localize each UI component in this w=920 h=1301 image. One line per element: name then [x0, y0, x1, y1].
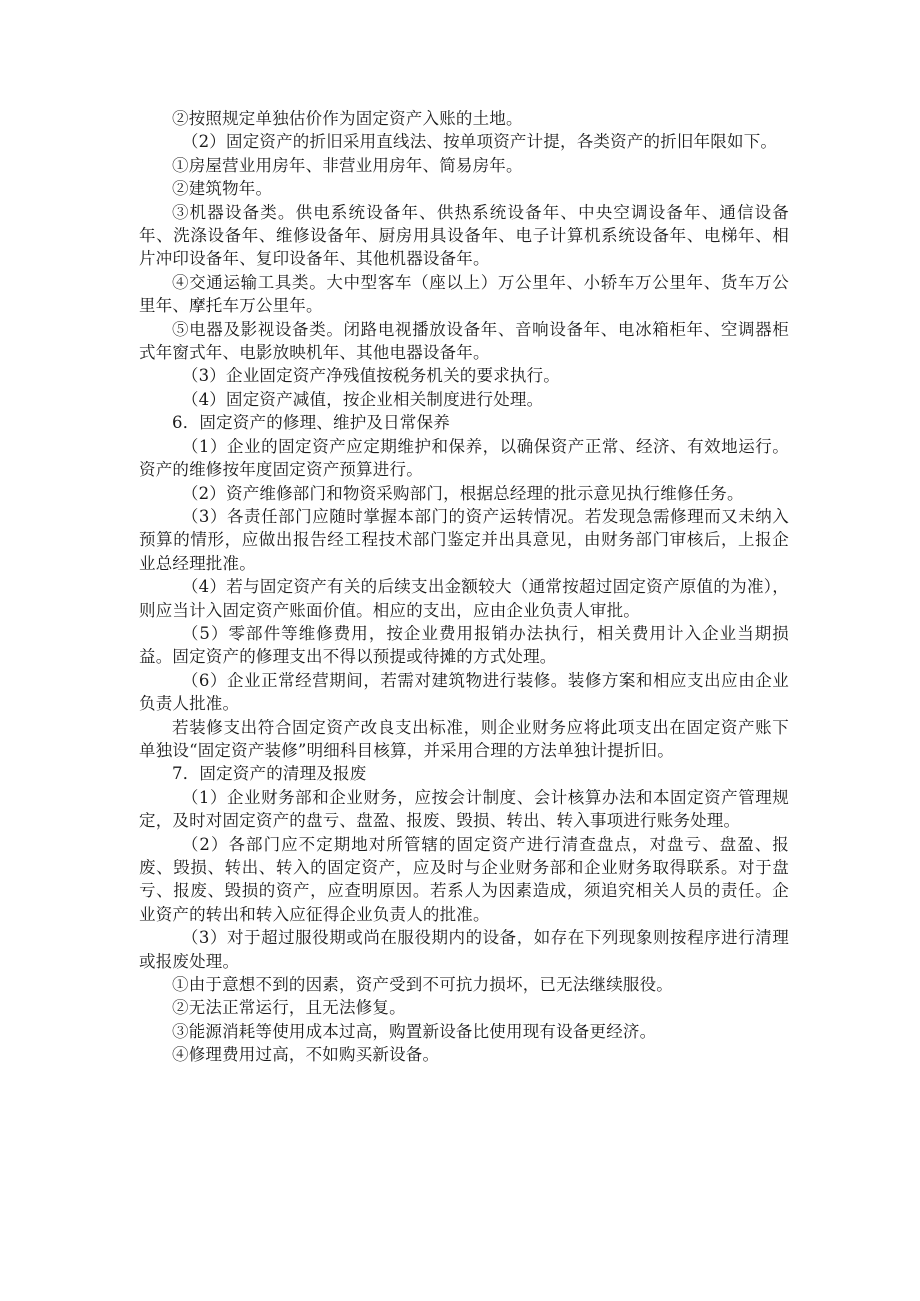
paragraph-electrical: ⑤电器及影视设备类。闭路电视播放设备年、音响设备年、电冰箱柜年、空调器柜式年窗式年、电影放映机年、其他电器设备年。 — [139, 319, 789, 363]
paragraph-condition-3: ③能源消耗等使用成本过高，购置新设备比使用现有设备更经济。 — [172, 1021, 657, 1041]
paragraph-maintenance-6: （6）企业正常经营期间，若需对建筑物进行装修。装修方案和相应支出应由企业负责人批准。 — [139, 670, 789, 714]
paragraph-disposal-3: （3）对于超过服役期或尚在服役期内的设备，如存在下列现象则按程序进行清理或报废处理。 — [139, 928, 789, 971]
paragraph-renovation: 若装修支出符合固定资产改良支出标准，则企业财务应将此项支出在固定资产账下单独设“固定资产装修”明细科目核算，并采用合理的方法单独计提折旧。 — [139, 717, 789, 760]
paragraph-maintenance-1: （1）企业的固定资产应定期维护和保养，以确保资产正常、经济、有效地运行。资产的维修按年度固定资产预算进行。 — [139, 436, 789, 480]
paragraph-transport: ④交通运输工具类。大中型客车（座以上）万公里年、小轿车万公里年、货车万公里年、摩托车万公里年。 — [139, 272, 789, 316]
paragraph-maintenance-5: （5）零部件等维修费用，按企业费用报销办法执行，相关费用计入企业当期损益。固定资产的修理支出不得以预提或待摊的方式处理。 — [139, 623, 789, 667]
paragraph-depreciation-method: （2）固定资产的折旧采用直线法、按单项资产计提，各类资产的折旧年限如下。 — [181, 132, 778, 152]
section-heading-7: 7．固定资产的清理及报废 — [172, 764, 367, 784]
paragraph-condition-2: ②无法正常运行，且无法修复。 — [172, 998, 406, 1018]
paragraph-disposal-1: （1）企业财务部和企业财务，应按会计制度、会计核算办法和本固定资产管理规定，及时对固定资产的盘亏、盘盈、报废、毁损、转出、转入事项进行账务处理。 — [139, 787, 789, 831]
paragraph-land-item: ②按照规定单独估价作为固定资产入账的土地。 — [172, 109, 523, 128]
paragraph-impairment: （4）固定资产减值，按企业相关制度进行处理。 — [181, 389, 544, 409]
section-heading-6: 6．固定资产的修理、维护及日常保养 — [172, 413, 450, 433]
paragraph-condition-1: ①由于意想不到的因素，资产受到不可抗力损坏，已无法继续服役。 — [172, 975, 673, 995]
paragraph-maintenance-2: （2）资产维修部门和物资采购部门，根据总经理的批示意见执行维修任务。 — [181, 483, 744, 503]
paragraph-machinery: ③机器设备类。供电系统设备年、供热系统设备年、中央空调设备年、通信设备年、洗涤设备年、维修设备年、厨房用具设备年、电子计算机系统设备年、电梯年、相片冲印设备年、复印设备年、其他机器设备年。 — [139, 202, 789, 269]
paragraph-maintenance-3: （3）各责任部门应随时掌握本部门的资产运转情况。若发现急需修理而又未纳入预算的情形，应做出报告经工程技术部门鉴定并出具意见，由财务部门审核后，上报企业总经理批准。 — [139, 506, 789, 573]
paragraph-maintenance-4: （4）若与固定资产有关的后续支出金额较大（通常按超过固定资产原值的为准），则应当计入固定资产账面价值。相应的支出，应由企业负责人审批。 — [139, 577, 789, 620]
paragraph-housing: ①房屋营业用房年、非营业用房年、简易房年。 — [172, 155, 523, 175]
paragraph-condition-4: ④修理费用过高，不如购买新设备。 — [172, 1045, 440, 1065]
document-body — [139, 107, 789, 1067]
paragraph-disposal-2: （2）各部门应不定期地对所管辖的固定资产进行清查盘点，对盘亏、盘盈、报废、毁损、转出、转入的固定资产，应及时与企业财务部和企业财务取得联系。对于盘亏、报废、毁损的资产，应查明原因。若系人为因素造成，须追究相关人员的责任。企业资产的转出和转入应征得企业负责人的批准。 — [139, 834, 789, 924]
paragraph-residual-value: （3）企业固定资产净残值按税务机关的要求执行。 — [181, 366, 560, 386]
paragraph-buildings: ②建筑物年。 — [172, 179, 273, 199]
